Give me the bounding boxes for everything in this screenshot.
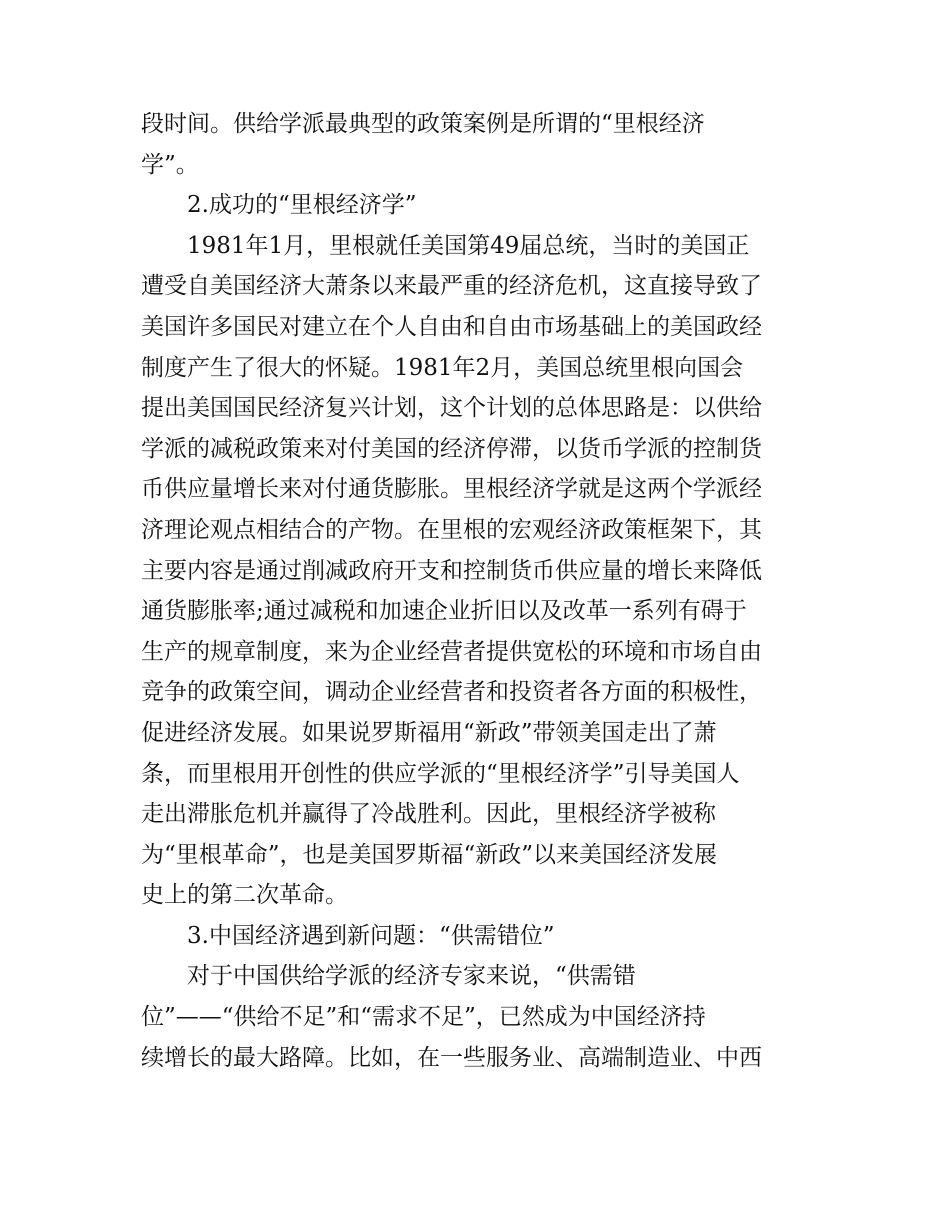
text-line: 条，而里根用开创性的供应学派的“里根经济学”引导美国人 [141, 760, 740, 787]
text-line: 通货膨胀率;通过减税和加速企业折旧以及改革一系列有碍于 [141, 598, 747, 625]
text-line: 竞争的政策空间，调动企业经营者和投资者各方面的积极性， [141, 679, 762, 706]
text-line: 币供应量增长来对付通货膨胀。里根经济学就是这两个学派经 [141, 476, 762, 503]
text-line: 学派的减税政策来对付美国的经济停滞，以货币学派的控制货 [141, 435, 762, 462]
text-line: 段时间。供给学派最典型的政策案例是所谓的“里根经济 [141, 111, 705, 137]
text-line: 走出滞胀危机并赢得了冷战胜利。因此，里根经济学被称 [141, 801, 716, 828]
text-line: 美国许多国民对建立在个人自由和自由市场基础上的美国政经 [141, 313, 762, 340]
section-heading: 2.成功的“里根经济学” [187, 192, 417, 219]
text-line: 济理论观点相结合的产物。在里根的宏观经济政策框架下，其 [141, 516, 762, 543]
text-line: 主要内容是通过削减政府开支和控制货币供应量的增长来降低 [141, 557, 762, 584]
text-line: 史上的第二次革命。 [141, 882, 348, 909]
text-line: 续增长的最大路障。比如，在一些服务业、高端制造业、中西 [141, 1044, 762, 1071]
text-line: 位”——“供给不足”和“需求不足”，已然成为中国经济持 [141, 1004, 706, 1031]
text-line: 学”。 [141, 151, 199, 178]
section-heading: 3.中国经济遇到新问题：“供需错位” [187, 922, 555, 949]
text-line: 制度产生了很大的怀疑。1981年2月，美国总统里根向国会 [141, 354, 744, 381]
text-line: 为“里根革命”，也是美国罗斯福“新政”以来美国经济发展 [141, 841, 718, 868]
text-line: 提出美国国民经济复兴计划，这个计划的总体思路是：以供给 [141, 395, 762, 422]
text-line: 促进经济发展。如果说罗斯福用“新政”带领美国走出了萧 [141, 719, 717, 746]
text-line: 遭受自美国经济大萧条以来最严重的经济危机，这直接导致了 [141, 273, 762, 300]
text-line: 生产的规章制度，来为企业经营者提供宽松的环境和市场自由 [141, 638, 762, 665]
text-line: 1981年1月，里根就任美国第49届总统，当时的美国正 [187, 232, 750, 259]
text-line: 对于中国供给学派的经济专家来说，“供需错 [187, 963, 636, 990]
body-text [141, 104, 821, 1078]
